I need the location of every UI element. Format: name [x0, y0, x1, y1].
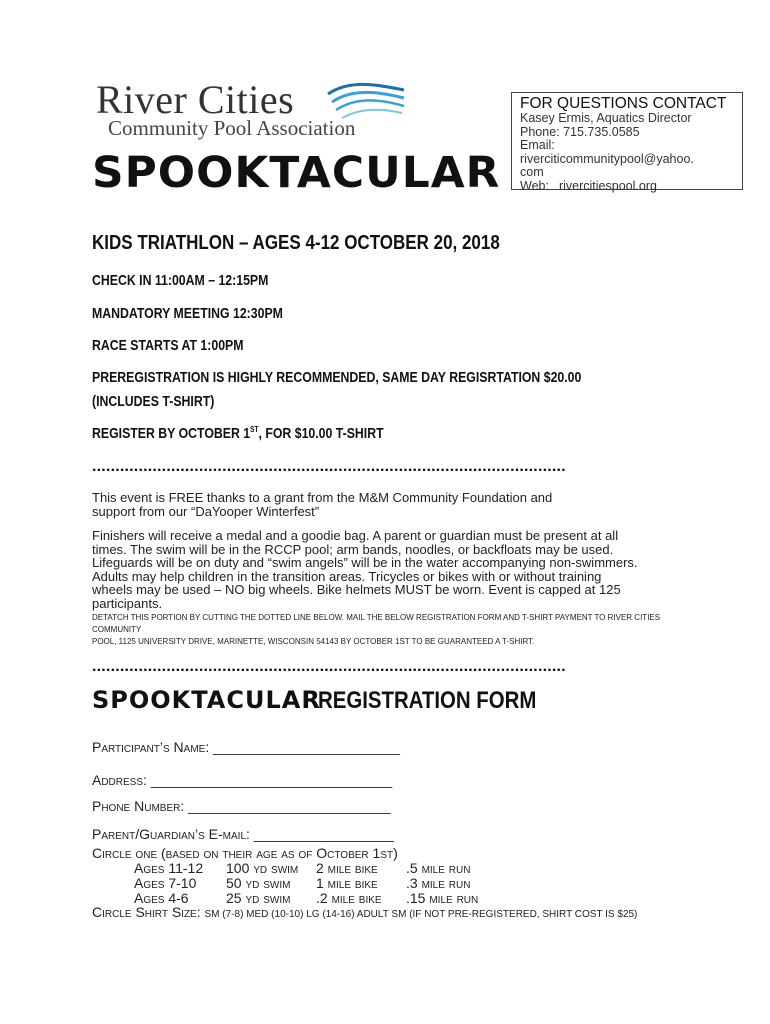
bike-option-1: 2 mile bike — [316, 860, 378, 876]
age-option-3[interactable]: Ages 4-6 — [134, 890, 189, 906]
event-title: SPOOKTACULAR — [92, 148, 501, 198]
bike-option-2: 1 mile bike — [316, 875, 378, 891]
finish-line-2: times. The swim will be in the RCCP pool; arm bands, noodles, or backfloats may be used. — [92, 541, 614, 557]
shirt-size-options[interactable]: SM (7-8) MED (10-10) LG (14-16) ADULT SM (IF NOT PRE-REGISTERED, SHIRT COST IS $25) — [204, 909, 638, 920]
register-deadline — [92, 425, 384, 442]
meeting-time: MANDATORY MEETING 12:30PM — [92, 305, 283, 322]
age-option-1[interactable]: Ages 11-12 — [134, 860, 204, 876]
dotted-divider-2: ...................................................................................................... — [92, 658, 566, 675]
swim-option-2: 50 yd swim — [226, 875, 291, 891]
logo-name: River Cities — [96, 77, 295, 122]
register-text-a: REGISTER BY OCTOBER 1 — [92, 425, 251, 442]
logo-subtitle: Community Pool Association — [108, 116, 356, 140]
finish-line-5: wheels may be used – NO big wheels. Bike helmets MUST be worn. Event is capped at 125 — [92, 582, 621, 597]
contact-email-label: Email: — [520, 138, 555, 152]
shirt-size-label: Circle Shirt Size: — [92, 904, 201, 920]
finishers-paragraph — [92, 529, 692, 610]
contact-box — [511, 92, 743, 193]
finish-line-6: participants. — [92, 595, 163, 611]
free-paragraph — [92, 491, 692, 518]
checkin-time: CHECK IN 11:00AM – 12:15PM — [92, 272, 269, 289]
contact-header: FOR QUESTIONS CONTACT — [520, 95, 727, 112]
swim-option-3: 25 yd swim — [226, 890, 291, 906]
logo-wave-icon — [326, 80, 406, 124]
free-line-1: This event is FREE thanks to a grant from the M&M Community Foundation and — [92, 490, 553, 505]
participant-name-field[interactable]: Participant’s Name: ________________________ — [92, 739, 400, 755]
finish-line-1: Finishers will receive a medal and a goodie bag. A parent or guardian must be present at all — [92, 528, 619, 543]
contact-email-1: riverciticommunitypool@yahoo. — [520, 151, 694, 166]
form-event-title: SPOOKTACULAR — [92, 686, 321, 714]
address-field[interactable]: Address: _______________________________ — [92, 772, 393, 788]
detach-line-2: POOL, 1125 UNIVERSITY DRIVE, MARINETTE, WISCONSIN 54143 BY OCTOBER 1ST TO BE GUARANTEED A T-SHIRT. — [92, 637, 535, 646]
circle-one-instruction: Circle one (based on their age as of October 1st) — [92, 845, 398, 861]
contact-web-label: Web: — [520, 178, 549, 193]
prereg-line-2: (INCLUDES T-SHIRT) — [92, 393, 215, 410]
contact-web-row — [520, 180, 734, 194]
contact-email-2: com — [520, 165, 544, 179]
prereg-line-1: PREREGISTRATION IS HIGHLY RECOMMENDED, SAME DAY REGISRTATION $20.00 — [92, 369, 582, 386]
contact-web: rivercitiespool.org — [558, 178, 657, 193]
phone-field[interactable]: Phone Number: __________________________ — [92, 798, 391, 814]
dotted-divider-1: ...................................................................................................... — [92, 458, 566, 475]
headline: KIDS TRIATHLON – AGES 4-12 OCTOBER 20, 2018 — [92, 232, 500, 254]
contact-phone: Phone: 715.735.0585 — [520, 124, 640, 139]
bike-option-3: .2 mile bike — [316, 890, 382, 906]
detach-instructions — [92, 612, 692, 648]
age-options — [134, 861, 496, 906]
age-option-2[interactable]: Ages 7-10 — [134, 875, 197, 891]
finish-line-4: Adults may help children in the transition areas. Tricycles or bikes with or without training — [92, 568, 602, 584]
contact-person: Kasey Ermis, Aquatics Director — [520, 111, 692, 125]
register-sup: ST — [250, 425, 259, 434]
race-time: RACE STARTS AT 1:00PM — [92, 337, 244, 354]
form-title: REGISTRATION FORM — [318, 687, 537, 714]
free-line-2: support from our “DaYooper Winterfest” — [92, 503, 320, 519]
swim-option-1: 100 yd swim — [226, 860, 299, 876]
run-option-2: .3 mile run — [406, 875, 471, 891]
guardian-email-field[interactable]: Parent/Guardian’s E-mail: __________________ — [92, 826, 394, 842]
shirt-size-row — [92, 904, 637, 920]
register-text-b: , FOR $10.00 T-SHIRT — [258, 425, 384, 442]
run-option-1: .5 mile run — [406, 860, 471, 876]
finish-line-3: Lifeguards will be on duty and “swim angels” will be in the water accompanying non-swimmers. — [92, 555, 638, 570]
detach-line-1: DETATCH THIS PORTION BY CUTTING THE DOTTED LINE BELOW. MAIL THE BELOW REGISTRATION FORM AND T-SHIRT PAYMENT TO RIVER CITIES COMMUNITY — [92, 613, 661, 634]
run-option-3: .15 mile run — [406, 890, 479, 906]
